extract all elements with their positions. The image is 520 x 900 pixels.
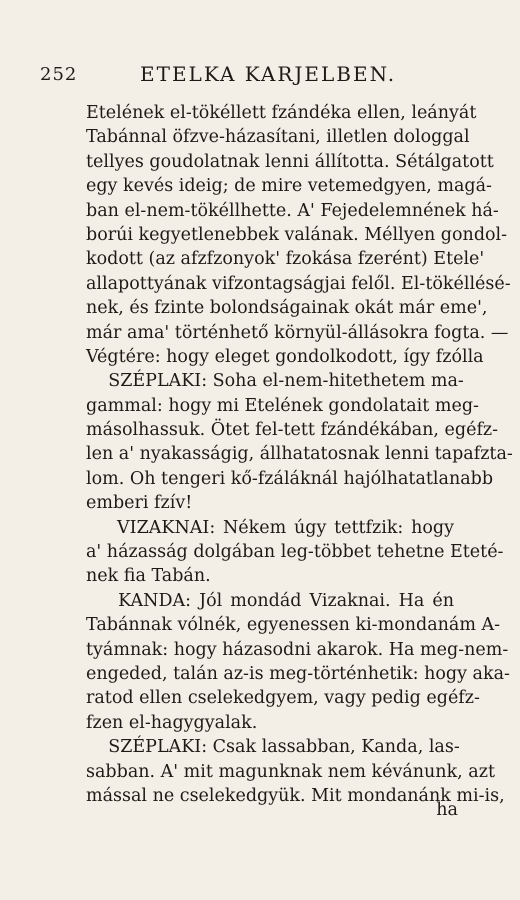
text-line: tellyes goudolatnak lenni állította. Sétálgatott (86, 151, 494, 172)
text-line: VIZAKNAI: Nékem úgy tettfzik: hogy (86, 517, 454, 538)
text-line: len a' nyakasságig, állhatatosnak lenni tapafzta- (86, 444, 513, 465)
text-line: SZÉPLAKI: Soha el-nem-hitethetem ma- (86, 371, 464, 392)
text-line: egy kevés ideig; de mire vetemedgyen, magá- (86, 176, 492, 197)
text-line: már ama' történhető környül-állásokra fogta. — (86, 322, 509, 343)
text-line: SZÉPLAKI: Csak lassabban, Kanda, las- (86, 737, 460, 758)
page-header (0, 58, 520, 88)
text-line: KANDA: Jól mondád Vizaknai. Ha én (86, 590, 454, 611)
text-line: Tabánnak vólnék, egyenessen ki-mondanám A- (86, 615, 501, 636)
text-line: lom. Oh tengeri kő-fzáláknál hajólhatatlanabb (86, 468, 494, 489)
text-line: emberi fzív! (86, 493, 193, 514)
text-line: Etelének el-tökéllett fzándéka ellen, leányát (86, 103, 477, 123)
text-line: Tabánnal öfzve-házasítani, illetlen dologgal (86, 127, 470, 148)
text-line: borúi kegyetlenebbek valának. Méllyen gondol- (86, 224, 508, 245)
text-line: ban el-nem-tökéllhette. A' Fejedelemnének há- (86, 200, 499, 221)
text-line: tyámnak: hogy házasodni akarok. Ha meg-nem- (86, 639, 509, 660)
text-line: Végtére: hogy eleget gondolkodott, így fzólla (86, 346, 484, 367)
text-line: mással ne cselekedgyük. Mit mondanánk mi-is, (86, 785, 505, 806)
text-line: nek fia Tabán. (86, 566, 211, 587)
text-line: másolhassuk. Ötet fel-tett fzándékában, egéfz- (86, 420, 499, 441)
text-line: kodott (az afzfzonyok' fzokása fzerént) Etele' (86, 249, 485, 270)
running-title: ETELKA KARJELBEN. (140, 62, 397, 86)
text-line: fzen el-hagygyalak. (86, 712, 258, 733)
text-line: nek, és fzinte bolondságainak okát már eme', (86, 298, 488, 319)
page-number: 252 (40, 64, 78, 85)
catchword-area (86, 800, 458, 826)
catchword: ha (436, 800, 458, 820)
body-text (86, 101, 513, 808)
text-line: engeded, talán az-is meg-történhetik: hogy aka- (86, 663, 510, 684)
text-line: ratod ellen cselekedgyem, vagy pedig egéfz- (86, 688, 480, 709)
text-line: gammal: hogy mi Etelének gondolatait meg- (86, 395, 479, 416)
text-line: sabban. A' mit magunknak nem kévánunk, azt (86, 761, 495, 782)
text-line: a' házasság dolgában leg-többet tehetne Eteté- (86, 542, 504, 563)
text-line: allapottyának vifzontagságjai felől. El-tökéllésé- (86, 273, 511, 294)
